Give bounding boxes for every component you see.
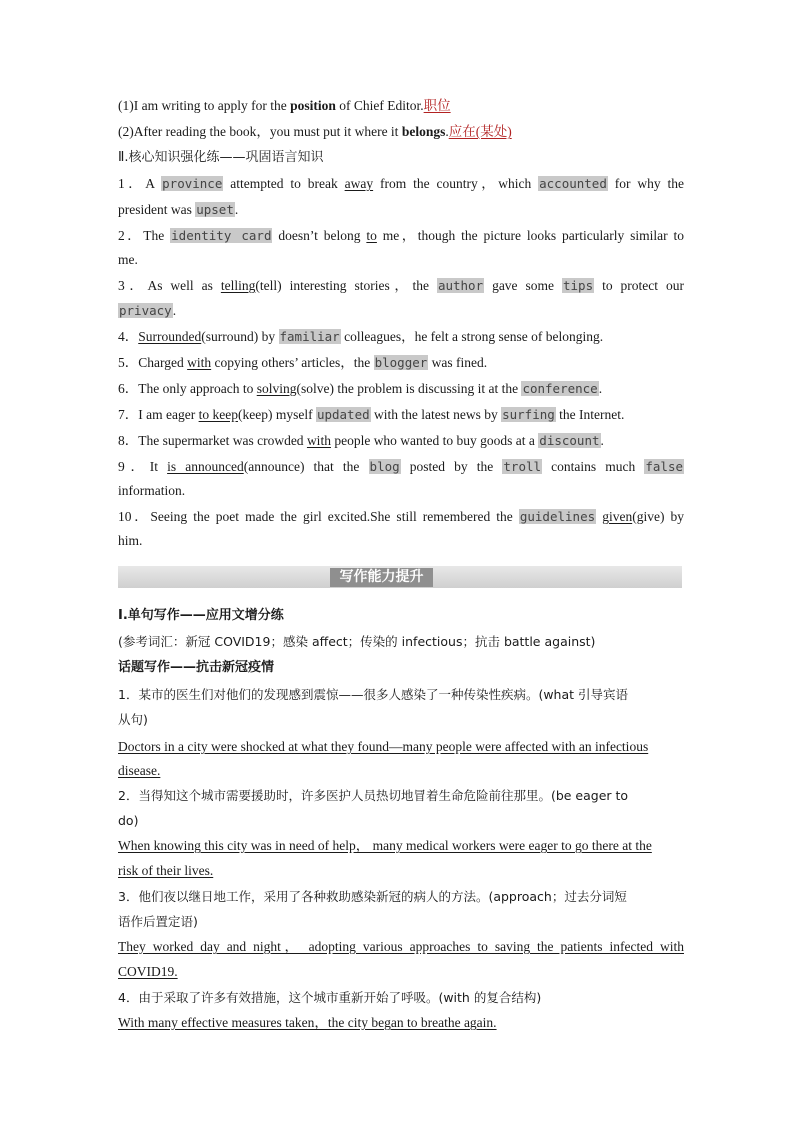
vocab-text: .: [445, 124, 449, 139]
vocab-keyword: position: [290, 98, 336, 113]
answer-underline: to: [366, 228, 377, 243]
answer-underline: away: [344, 176, 374, 191]
writing-answer-1-line-2: disease.: [118, 763, 161, 778]
writing-question-4: 4．由于采取了许多有效措施，这个城市重新开始了呼吸。(with 的复合结构): [118, 990, 542, 1005]
exercise-9-line-1: 9．It is announced(announce) that the blog posted by the troll contains much false: [118, 459, 684, 474]
exercise-4: 4．Surrounded(surround) by familiar colleagues，he felt a strong sense of belonging.: [118, 329, 604, 344]
vocab-item-2: [118, 123, 684, 141]
exercise-1-line-2: president was upset.: [118, 202, 239, 217]
answer-highlight: false: [645, 459, 684, 474]
answer-highlight: province: [162, 176, 223, 191]
answer-highlight: blog: [369, 459, 400, 474]
answer-highlight: updated: [316, 407, 370, 422]
answer-underline: Surrounded: [138, 329, 202, 344]
exercise-3-line-2: privacy.: [119, 303, 177, 318]
answer-underline: solving: [256, 381, 297, 396]
writing-question-3-line-2: 语作后置定语): [118, 914, 198, 929]
vocab-note: (参考词汇：新冠 COVID19；感染 affect；传染的 infectious；抗击 battle against): [118, 634, 596, 649]
answer-underline: telling: [220, 278, 256, 293]
writing-answer-4: With many effective measures taken，the city began to breathe again.: [118, 1015, 497, 1030]
answer-highlight: familiar: [279, 329, 340, 344]
answer-highlight: tips: [563, 278, 594, 293]
vocab-meaning: 职位: [423, 98, 451, 113]
exercise-1-line-1: 1．A province attempted to break away from the country，which accounted for why the: [118, 176, 684, 191]
writing-answer-3-line-2: COVID19.: [118, 964, 178, 979]
exercise-10-line-2: him.: [118, 533, 143, 548]
writing-answer-2-line-1: When knowing this city was in need of help， many medical workers were eager to go there at the: [118, 838, 652, 853]
section-banner-label: 写作能力提升: [330, 568, 433, 587]
vocab-text: of Chief Editor.: [335, 98, 424, 113]
exercise-8: 8．The supermarket was crowded with people who wanted to buy goods at a discount.: [118, 433, 604, 448]
writing-answer-2-line-2: risk of their lives.: [118, 863, 214, 878]
exercise-2-line-2: me.: [118, 252, 138, 267]
answer-underline: is announced: [167, 459, 244, 474]
answer-highlight: blogger: [374, 355, 428, 370]
vocab-text: (2)After reading the book，you must put it where it: [118, 124, 402, 139]
answer-highlight: upset: [196, 202, 234, 217]
writing-question-1-line-1: 1．某市的医生们对他们的发现感到震惊——很多人感染了一种传染性疾病。(what 引导宾语: [118, 687, 629, 702]
writing-question-3-line-1: 3．他们夜以继日地工作，采用了各种救助感染新冠的病人的方法。(approach；过去分词短: [118, 889, 627, 904]
answer-highlight: author: [437, 278, 484, 293]
vocab-item-1: [118, 97, 684, 115]
answer-highlight: privacy: [119, 303, 172, 318]
exercise-10-line-1: 10．Seeing the poet made the girl excited.She still remembered the guidelines given(give) by: [118, 509, 685, 524]
exercise-7: 7．I am eager to keep(keep) myself updated with the latest news by surfing the Internet.: [118, 407, 625, 422]
answer-highlight: surfing: [502, 407, 555, 422]
answer-underline: to keep: [198, 407, 238, 422]
exercise-9-line-2: information.: [118, 483, 186, 498]
writing-question-2-line-2: do): [118, 813, 139, 828]
vocab-meaning: 应在(某处): [448, 124, 512, 139]
writing-question-1-line-2: 从句): [118, 712, 148, 727]
writing-answer-3-line-1: They worked day and night， adopting various approaches to saving the patients infected with: [118, 939, 684, 954]
section-title: Ⅱ.核心知识强化练——巩固语言知识: [118, 150, 324, 165]
exercise-6: 6．The only approach to solving(solve) the problem is discussing it at the conference.: [118, 381, 603, 396]
writing-answer-1-line-1: Doctors in a city were shocked at what they found—many people were affected with an infectious: [118, 739, 649, 754]
topic-title: 话题写作——抗击新冠疫情: [118, 660, 275, 675]
answer-underline: with: [187, 355, 212, 370]
answer-highlight: troll: [503, 459, 542, 474]
answer-underline: with: [306, 433, 331, 448]
answer-highlight: accounted: [539, 176, 607, 191]
writing-title: Ⅰ.单句写作——应用文增分练: [118, 608, 284, 623]
exercise-5: 5．Charged with copying others’ articles，the blogger was fined.: [118, 355, 488, 370]
answer-underline: given: [602, 509, 633, 524]
answer-highlight: discount: [539, 433, 600, 448]
answer-highlight: identity card: [171, 228, 272, 243]
vocab-keyword: belongs: [401, 124, 446, 139]
exercise-2-line-1: 2．The identity card doesn’t belong to me，though the picture looks particularly similar to: [118, 228, 684, 243]
answer-highlight: conference: [522, 381, 598, 396]
writing-question-2-line-1: 2．当得知这个城市需要援助时，许多医护人员热切地冒着生命危险前往那里。(be eager to: [118, 788, 629, 803]
vocab-text: (1)I am writing to apply for the: [118, 98, 291, 113]
exercise-3-line-1: 3．As well as telling(tell) interesting stories，the author gave some tips to protect our: [118, 278, 685, 293]
answer-highlight: guidelines: [519, 509, 596, 524]
